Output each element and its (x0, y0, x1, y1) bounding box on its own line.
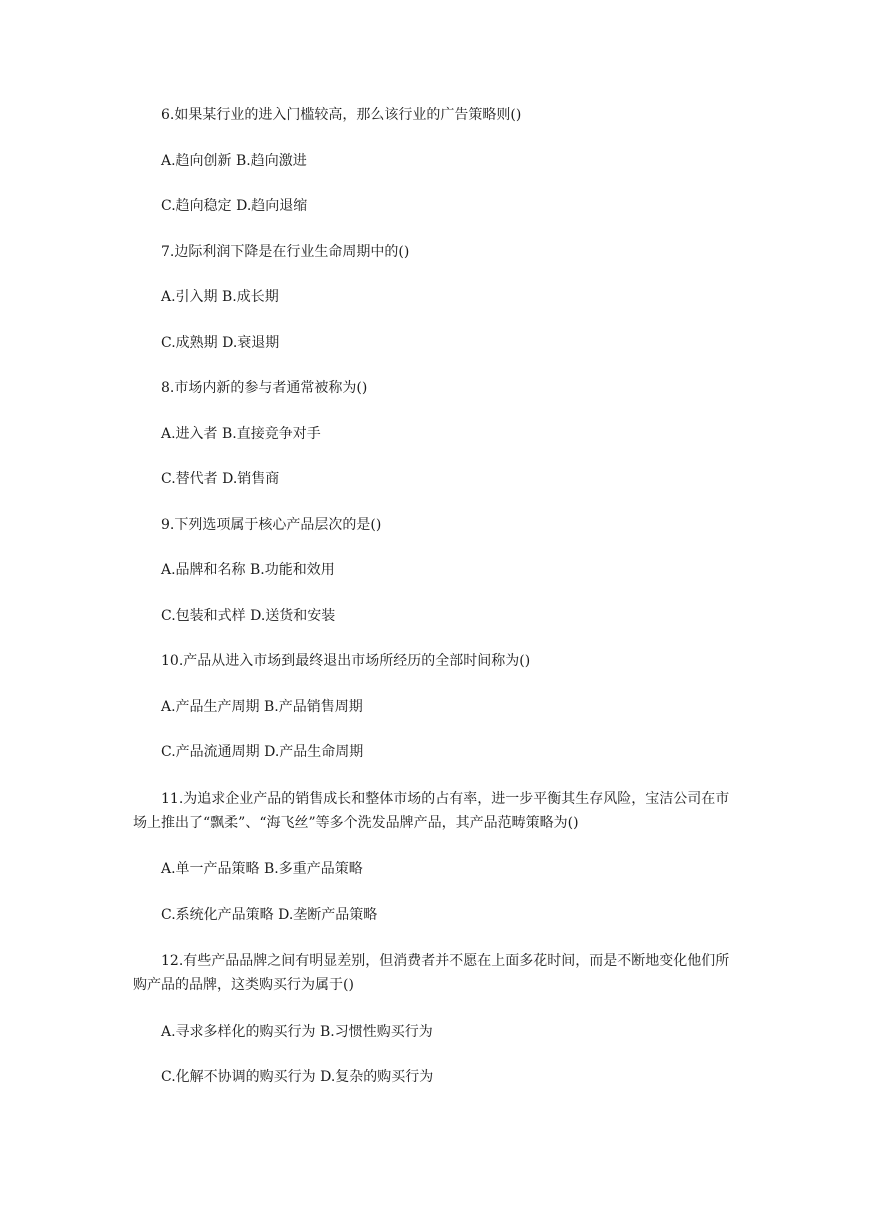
question-9-options-ab: A.品牌和名称 B.功能和效用 (161, 562, 335, 578)
question-9-stem: 9.下列选项属于核心产品层次的是() (161, 516, 382, 533)
question-9-options-cd: C.包装和式样 D.送货和安装 (161, 607, 336, 624)
question-6-stem: 6.如果某行业的进入门槛较高，那么该行业的广告策略则() (161, 107, 522, 123)
question-8-options-ab: A.进入者 B.直接竞争对手 (161, 425, 321, 442)
question-11-options-ab: A.单一产品策略 B.多重产品策略 (161, 861, 363, 877)
question-7-options-cd: C.成熟期 D.衰退期 (161, 334, 280, 351)
document-body (133, 104, 743, 1112)
question-10-stem: 10.产品从进入市场到最终退出市场所经历的全部时间称为() (161, 653, 531, 669)
question-7-stem: 7.边际利润下降是在行业生命周期中的() (161, 243, 410, 260)
question-6-options-cd: C.趋向稳定 D.趋向退缩 (161, 198, 308, 214)
question-12-stem: 12.有些产品品牌之间有明显差别，但消费者并不愿在上面多花时间，而是不断地变化他们所购产品的品牌，这类购买行为属于() (133, 953, 730, 993)
question-11-options-cd: C.系统化产品策略 D.垄断产品策略 (161, 906, 378, 923)
question-10-options-cd: C.产品流通周期 D.产品生命周期 (161, 744, 364, 760)
question-12-options-ab: A.寻求多样化的购买行为 B.习惯性购买行为 (161, 1023, 433, 1040)
question-12-options-cd: C.化解不协调的购买行为 D.复杂的购买行为 (161, 1069, 434, 1085)
question-8-options-cd: C.替代者 D.销售商 (161, 471, 280, 487)
question-11-stem: 11.为追求企业产品的销售成长和整体市场的占有率，进一步平衡其生存风险，宝洁公司在市场上推出了“飘柔”、“海飞丝”等多个洗发品牌产品，其产品范畴策略为() (133, 790, 730, 831)
question-8-stem: 8.市场内新的参与者通常被称为() (161, 380, 368, 396)
question-7-options-ab: A.引入期 B.成长期 (161, 289, 279, 305)
question-6-options-ab: A.趋向创新 B.趋向激进 (161, 152, 307, 169)
question-10-options-ab: A.产品生产周期 B.产品销售周期 (161, 698, 363, 715)
